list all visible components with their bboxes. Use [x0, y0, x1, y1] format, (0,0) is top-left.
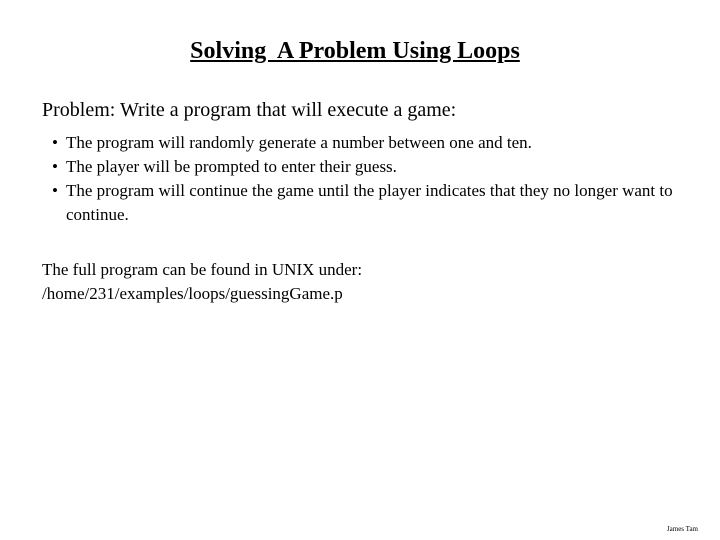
bullet-text: The player will be prompted to enter their guess. [66, 157, 397, 176]
author-footer: James Tam [666, 525, 698, 533]
bullet-item [52, 179, 682, 227]
bullet-list [52, 131, 682, 227]
note-line: The full program can be found in UNIX under: [42, 260, 363, 279]
bullet-glyph: • [52, 133, 58, 152]
program-location-note [42, 258, 682, 306]
bullet-text: The program will randomly generate a number between one and ten. [66, 133, 532, 152]
bullet-item [52, 131, 682, 155]
slide-title: Solving A Problem Using Loops [190, 38, 520, 64]
bullet-glyph: • [52, 157, 58, 176]
file-path: /home/231/examples/loops/guessingGame.p [42, 284, 343, 303]
bullet-glyph: • [52, 181, 58, 200]
bullet-text: The program will continue the game until the player indicates that they no longer want to continue. [66, 181, 673, 224]
problem-statement: Problem: Write a program that will execute a game: [42, 99, 457, 121]
bullet-item [52, 155, 682, 179]
